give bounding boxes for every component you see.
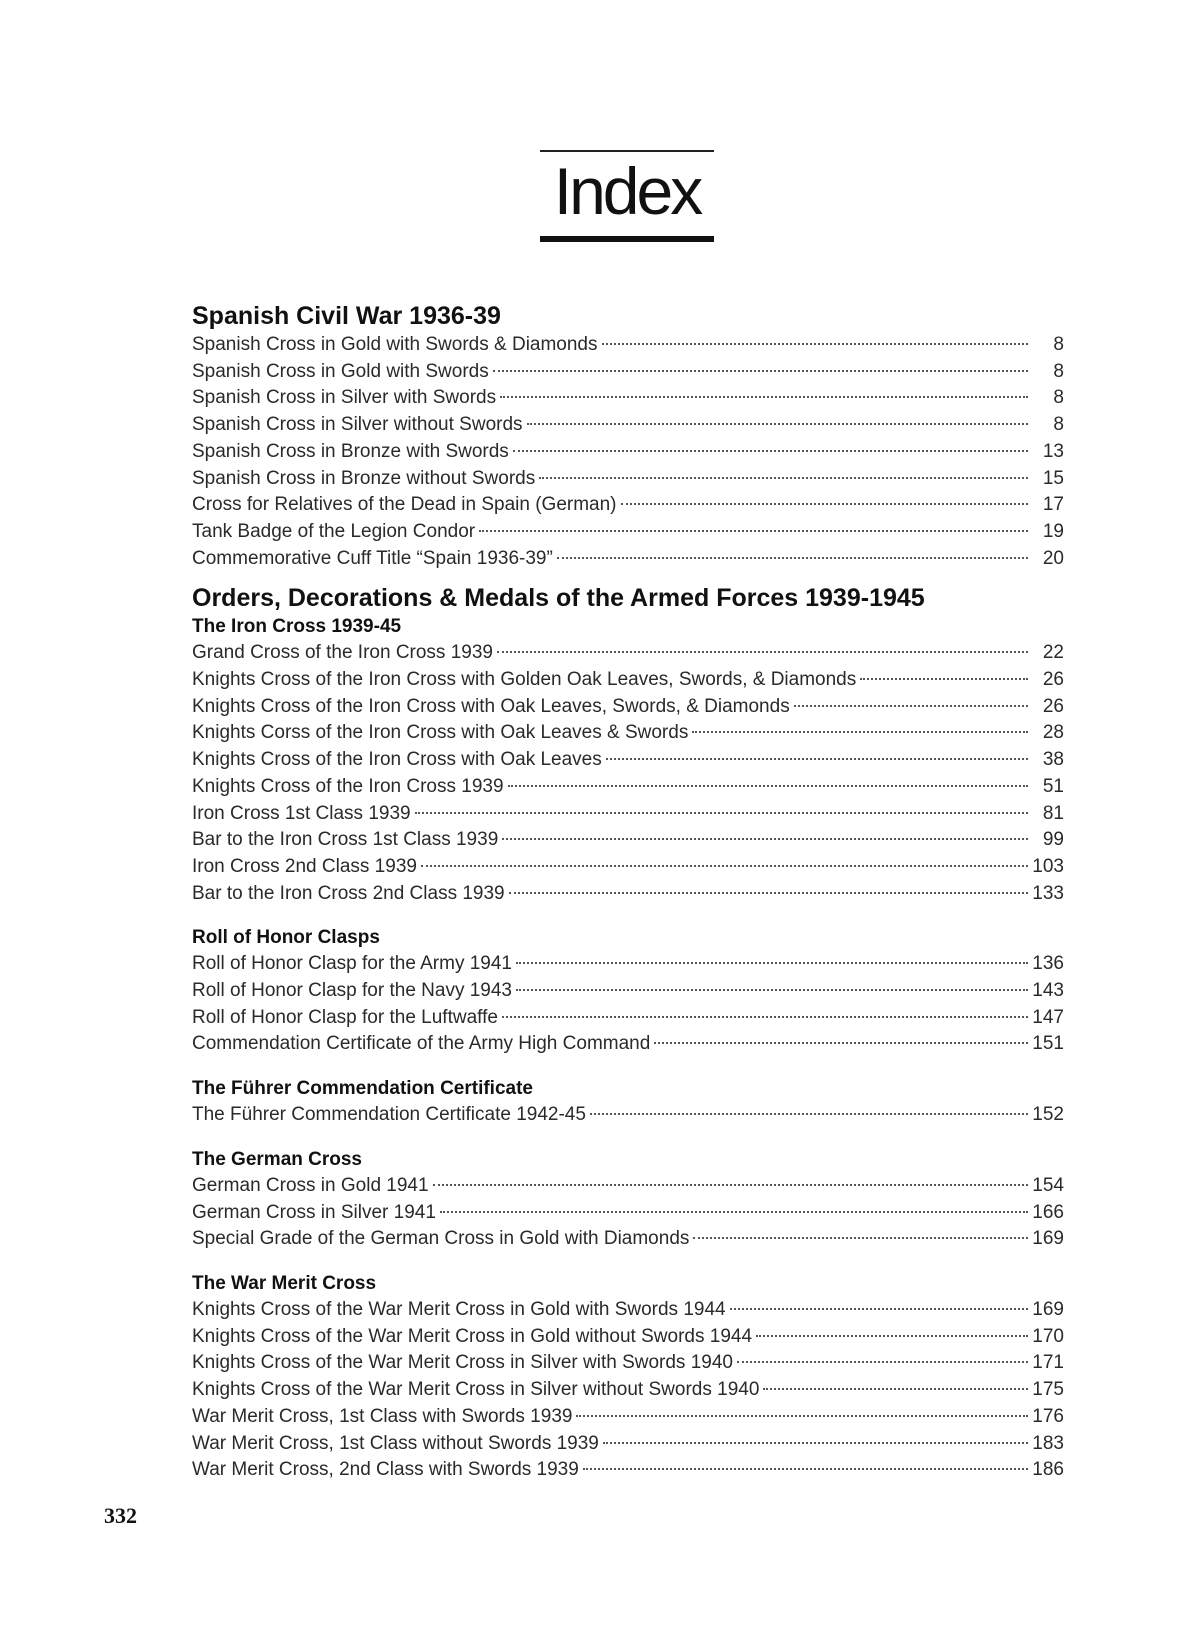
dot-leader (516, 989, 1028, 991)
index-entry (192, 412, 1064, 439)
dot-leader (860, 678, 1028, 680)
entry-page-number: 154 (1032, 1174, 1064, 1196)
entry-label: War Merit Cross, 1st Class without Swords 1939 (192, 1432, 599, 1454)
index-entry (192, 978, 1064, 1005)
index-entry (192, 854, 1064, 881)
entry-label: Spanish Cross in Silver with Swords (192, 387, 497, 409)
entry-list (192, 332, 1064, 572)
entry-page-number: 175 (1032, 1379, 1064, 1401)
dot-leader (527, 423, 1028, 425)
index-entry (192, 720, 1064, 747)
title-top-rule (540, 150, 714, 152)
entry-page-number: 26 (1042, 695, 1064, 717)
entry-label: War Merit Cross, 1st Class with Swords 1939 (192, 1405, 573, 1427)
entry-page-number: 81 (1042, 802, 1064, 824)
entry-label: Cross for Relatives of the Dead in Spain (German) (192, 494, 617, 516)
index-entry (192, 951, 1064, 978)
dot-leader (602, 343, 1028, 345)
section-heading: Roll of Honor Clasps (192, 927, 380, 949)
entry-label: Knights Cross of the War Merit Cross in Silver with Swords 1940 (192, 1352, 733, 1374)
entry-label: Knights Cross of the War Merit Cross in Silver without Swords 1940 (192, 1379, 760, 1401)
title-bottom-rule (540, 236, 714, 242)
dot-leader (576, 1415, 1028, 1417)
entry-list (192, 951, 1064, 1058)
index-entry (192, 385, 1064, 412)
page-number: 332 (104, 1503, 137, 1528)
entry-label: Knights Cross of the War Merit Cross in Gold with Swords 1944 (192, 1298, 726, 1320)
entry-page-number: 17 (1042, 494, 1064, 516)
entry-list (192, 1297, 1064, 1484)
dot-leader (756, 1335, 1028, 1337)
index-entry (192, 640, 1064, 667)
index-entry (192, 1324, 1064, 1351)
dot-leader (737, 1361, 1028, 1363)
dot-leader (493, 370, 1028, 372)
dot-leader (590, 1113, 1028, 1115)
entry-label: Commendation Certificate of the Army High Command (192, 1033, 651, 1055)
index-entry (192, 1102, 1064, 1129)
entry-label: Knights Cross of the War Merit Cross in Gold without Swords 1944 (192, 1325, 753, 1347)
dot-leader (500, 396, 1028, 398)
entry-label: Knights Cross of the Iron Cross with Golden Oak Leaves, Swords, & Diamonds (192, 669, 857, 691)
entry-label: Special Grade of the German Cross in Gold with Diamonds (192, 1228, 690, 1250)
entry-label: Iron Cross 2nd Class 1939 (192, 855, 417, 877)
entry-list (192, 1173, 1064, 1253)
entry-label: Bar to the Iron Cross 1st Class 1939 (192, 829, 499, 851)
entry-page-number: 169 (1032, 1228, 1064, 1250)
index-entry (192, 1200, 1064, 1227)
index-entry (192, 667, 1064, 694)
entry-page-number: 13 (1042, 440, 1064, 462)
dot-leader (606, 758, 1028, 760)
entry-page-number: 26 (1042, 669, 1064, 691)
entry-label: Roll of Honor Clasp for the Navy 1943 (192, 980, 512, 1002)
dot-leader (513, 450, 1028, 452)
part-heading: Orders, Decorations & Medals of the Armed Forces 1939-1945 (192, 584, 925, 613)
dot-leader (433, 1184, 1028, 1186)
entry-label: Knights Cross of the Iron Cross 1939 (192, 775, 504, 797)
section-heading: The Führer Commendation Certificate (192, 1078, 533, 1100)
entry-page-number: 176 (1032, 1405, 1064, 1427)
entry-page-number: 170 (1032, 1325, 1064, 1347)
entry-label: Roll of Honor Clasp for the Luftwaffe (192, 1006, 498, 1028)
dot-leader (440, 1211, 1028, 1213)
entry-label: Spanish Cross in Bronze without Swords (192, 467, 536, 489)
entry-page-number: 136 (1032, 953, 1064, 975)
entry-label: Bar to the Iron Cross 2nd Class 1939 (192, 882, 505, 904)
entry-page-number: 103 (1032, 855, 1064, 877)
entry-label: Spanish Cross in Silver without Swords (192, 414, 523, 436)
index-entry (192, 801, 1064, 828)
index-entry (192, 466, 1064, 493)
dot-leader (497, 651, 1028, 653)
entry-page-number: 8 (1053, 414, 1064, 436)
section-heading: The German Cross (192, 1148, 362, 1170)
index-entry (192, 1173, 1064, 1200)
entry-label: The Führer Commendation Certificate 1942-45 (192, 1104, 586, 1126)
index-entry (192, 1031, 1064, 1058)
index-entry (192, 1377, 1064, 1404)
section-heading: The Iron Cross 1939-45 (192, 616, 402, 638)
dot-leader (557, 557, 1028, 559)
entry-page-number: 19 (1042, 520, 1064, 542)
entry-page-number: 166 (1032, 1201, 1064, 1223)
index-entry (192, 332, 1064, 359)
entry-page-number: 38 (1042, 749, 1064, 771)
dot-leader (621, 503, 1028, 505)
entry-page-number: 143 (1032, 980, 1064, 1002)
entry-page-number: 171 (1032, 1352, 1064, 1374)
entry-label: Spanish Cross in Gold with Swords (192, 360, 489, 382)
dot-leader (415, 812, 1028, 814)
dot-leader (502, 838, 1028, 840)
dot-leader (508, 785, 1028, 787)
index-entry (192, 1005, 1064, 1032)
part-heading: Spanish Civil War 1936-39 (192, 302, 501, 330)
entry-page-number: 8 (1053, 360, 1064, 382)
entry-page-number: 186 (1032, 1459, 1064, 1481)
dot-leader (730, 1308, 1028, 1310)
entry-label: Spanish Cross in Gold with Swords & Diamonds (192, 334, 598, 355)
index-entry (192, 1297, 1064, 1324)
index-entry (192, 774, 1064, 801)
entry-page-number: 152 (1032, 1104, 1064, 1126)
dot-leader (692, 731, 1028, 733)
entry-page-number: 183 (1032, 1432, 1064, 1454)
entry-page-number: 8 (1053, 334, 1064, 355)
entry-page-number: 99 (1042, 829, 1064, 851)
page-title: Index (553, 154, 701, 228)
index-entry (192, 546, 1064, 573)
index-entry (192, 439, 1064, 466)
entry-label: German Cross in Gold 1941 (192, 1174, 429, 1196)
entry-label: War Merit Cross, 2nd Class with Swords 1939 (192, 1459, 579, 1481)
dot-leader (421, 865, 1028, 867)
index-title-block (540, 150, 714, 242)
index-entry (192, 827, 1064, 854)
index-entry (192, 519, 1064, 546)
section-heading: The War Merit Cross (192, 1272, 377, 1294)
entry-list (192, 640, 1064, 907)
entry-label: Commemorative Cuff Title “Spain 1936-39” (192, 547, 553, 569)
entry-page-number: 20 (1042, 547, 1064, 569)
entry-page-number: 15 (1042, 467, 1064, 489)
dot-leader (583, 1468, 1028, 1470)
entry-label: Tank Badge of the Legion Condor (192, 520, 476, 542)
index-entry (192, 694, 1064, 721)
dot-leader (539, 477, 1028, 479)
dot-leader (654, 1042, 1028, 1044)
entry-page-number: 169 (1032, 1298, 1064, 1320)
entry-page-number: 133 (1032, 882, 1064, 904)
dot-leader (794, 705, 1028, 707)
index-entry (192, 1226, 1064, 1253)
entry-page-number: 147 (1032, 1006, 1064, 1028)
entry-label: Grand Cross of the Iron Cross 1939 (192, 642, 493, 664)
index-entry (192, 881, 1064, 908)
entry-page-number: 22 (1042, 642, 1064, 664)
entry-page-number: 151 (1032, 1033, 1064, 1055)
entry-label: Iron Cross 1st Class 1939 (192, 802, 411, 824)
dot-leader (693, 1237, 1028, 1239)
index-entry (192, 1404, 1064, 1431)
index-entry (192, 747, 1064, 774)
dot-leader (763, 1388, 1028, 1390)
entry-label: Spanish Cross in Bronze with Swords (192, 440, 509, 462)
index-entry (192, 492, 1064, 519)
entry-label: German Cross in Silver 1941 (192, 1201, 436, 1223)
index-entry (192, 1431, 1064, 1458)
entry-label: Roll of Honor Clasp for the Army 1941 (192, 953, 512, 975)
index-content (192, 300, 1064, 1484)
entry-label: Knights Corss of the Iron Cross with Oak Leaves & Swords (192, 722, 689, 744)
dot-leader (516, 962, 1028, 964)
dot-leader (509, 892, 1028, 894)
index-entry (192, 1350, 1064, 1377)
entry-page-number: 8 (1053, 387, 1064, 409)
index-entry (192, 359, 1064, 386)
dot-leader (479, 530, 1028, 532)
dot-leader (603, 1442, 1028, 1444)
entry-page-number: 51 (1042, 775, 1064, 797)
entry-label: Knights Cross of the Iron Cross with Oak Leaves, Swords, & Diamonds (192, 695, 790, 717)
entry-list (192, 1102, 1064, 1129)
entry-label: Knights Cross of the Iron Cross with Oak Leaves (192, 749, 602, 771)
index-entry (192, 1457, 1064, 1484)
dot-leader (502, 1016, 1028, 1018)
entry-page-number: 28 (1042, 722, 1064, 744)
